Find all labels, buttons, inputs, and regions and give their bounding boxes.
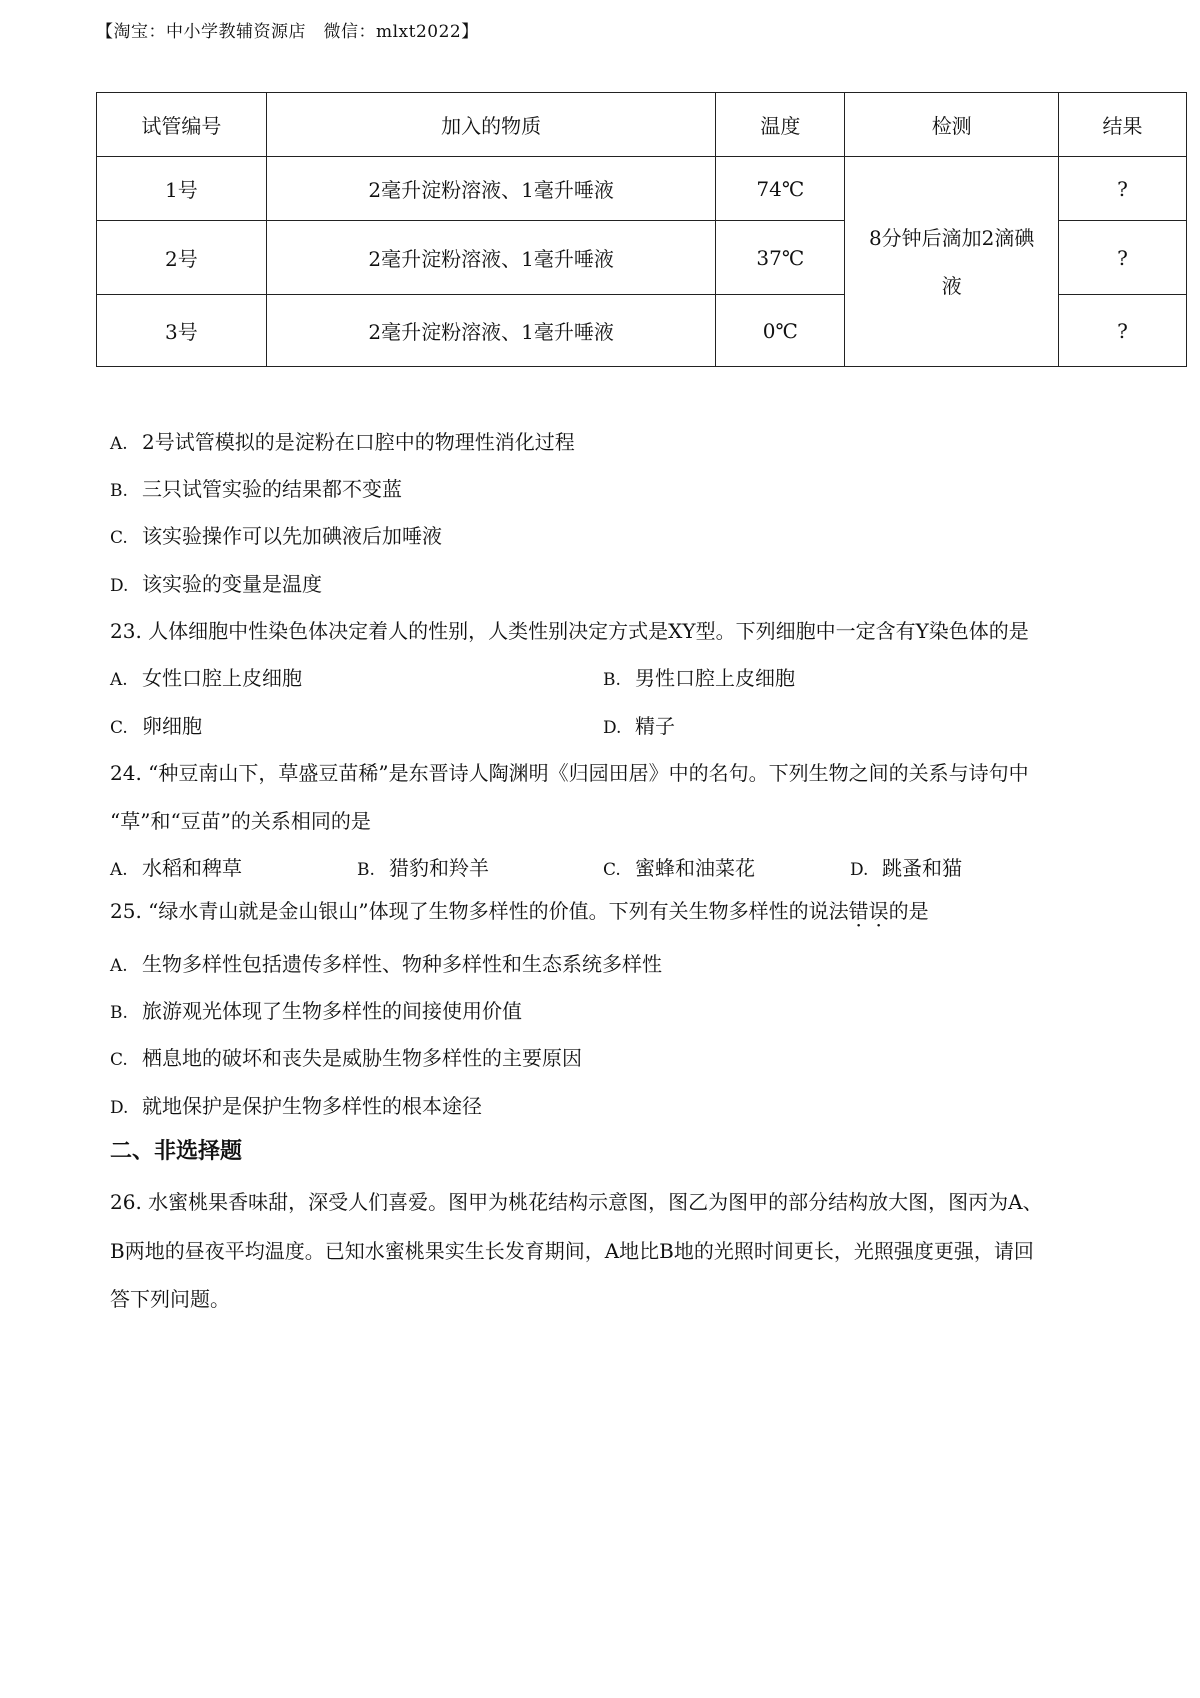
q23-option-c	[110, 710, 202, 739]
option-text: 卵细胞	[142, 714, 202, 738]
q22-option-d	[110, 568, 322, 597]
option-text: 旅游观光体现了生物多样性的间接使用价值	[142, 999, 522, 1023]
option-text: 跳蚤和猫	[882, 856, 962, 880]
option-text: 栖息地的破坏和丧失是威胁生物多样性的主要原因	[142, 1046, 582, 1070]
q23-option-b	[603, 662, 795, 691]
q26-line1: 26. 水蜜桃果香味甜，深受人们喜爱。图甲为桃花结构示意图，图乙为图甲的部分结构放大图，图丙为A、	[110, 1190, 1043, 1214]
option-letter: C.	[110, 1050, 128, 1070]
q25-option-a	[110, 948, 662, 977]
option-text: 精子	[635, 714, 675, 738]
option-letter: D.	[850, 860, 869, 880]
option-letter: B.	[603, 670, 621, 690]
cell-substance: 2毫升淀粉溶液、1毫升唾液	[266, 157, 716, 221]
table-header-row	[97, 93, 1187, 157]
q24-option-b	[357, 852, 489, 881]
q25-stem-before: 25. “绿水青山就是金山银山”体现了生物多样性的价值。下列有关生物多样性的说法	[110, 899, 849, 923]
option-text: 该实验的变量是温度	[142, 572, 322, 596]
option-letter: A.	[110, 956, 128, 976]
cell-result: ?	[1059, 295, 1187, 367]
q25-stem	[110, 895, 929, 924]
cell-detection: 8分钟后滴加2滴碘液	[845, 157, 1059, 367]
option-letter: C.	[110, 528, 128, 548]
section-title: 二、非选择题	[110, 1139, 243, 1164]
experiment-table	[96, 92, 1187, 367]
option-letter: D.	[110, 576, 129, 596]
option-letter: C.	[603, 860, 621, 880]
watermark-header: 【淘宝：中小学教辅资源店 微信：mlxt2022】	[96, 22, 479, 42]
table-row	[97, 157, 1187, 221]
q22-option-b	[110, 473, 402, 502]
cell-substance: 2毫升淀粉溶液、1毫升唾液	[266, 295, 716, 367]
q24-option-d	[850, 852, 962, 881]
option-text: 生物多样性包括遗传多样性、物种多样性和生态系统多样性	[142, 952, 662, 976]
cell-substance: 2毫升淀粉溶液、1毫升唾液	[266, 221, 716, 295]
q24-option-c	[603, 852, 755, 881]
q25-option-d	[110, 1090, 482, 1119]
cell-temperature: 0℃	[716, 295, 845, 367]
option-text: 猎豹和羚羊	[389, 856, 489, 880]
option-letter: A.	[110, 670, 128, 690]
header-tube-id: 试管编号	[97, 93, 267, 157]
option-letter: B.	[110, 481, 128, 501]
q24-stem-line2: “草”和“豆苗”的关系相同的是	[110, 809, 371, 833]
q22-option-c	[110, 520, 442, 549]
option-text: 女性口腔上皮细胞	[142, 666, 302, 690]
option-text: 就地保护是保护生物多样性的根本途径	[142, 1094, 482, 1118]
q25-option-c	[110, 1042, 582, 1071]
option-letter: B.	[357, 860, 375, 880]
header-substance: 加入的物质	[266, 93, 716, 157]
q24-stem-line1: 24. “种豆南山下，草盛豆苗稀”是东晋诗人陶渊明《归园田居》中的名句。下列生物之间的关系与诗句中	[110, 761, 1029, 785]
option-letter: D.	[110, 1098, 129, 1118]
q22-option-a	[110, 426, 575, 455]
option-letter: D.	[603, 718, 622, 738]
q24-option-a	[110, 852, 242, 881]
option-text: 男性口腔上皮细胞	[635, 666, 795, 690]
q23-stem: 23. 人体细胞中性染色体决定着人的性别，人类性别决定方式是XY型。下列细胞中一定含有Y染色体的是	[110, 619, 1029, 643]
q25-stem-after: 的是	[888, 899, 929, 923]
option-letter: C.	[110, 718, 128, 738]
option-text: 水稻和稗草	[142, 856, 242, 880]
q25-emphasis-1: 错	[848, 899, 869, 923]
cell-tube-id: 1号	[97, 157, 267, 221]
header-result: 结果	[1059, 93, 1187, 157]
option-text: 三只试管实验的结果都不变蓝	[142, 477, 402, 501]
option-text: 蜜蜂和油菜花	[635, 856, 755, 880]
cell-tube-id: 2号	[97, 221, 267, 295]
option-text: 2号试管模拟的是淀粉在口腔中的物理性消化过程	[142, 430, 575, 454]
option-letter: A.	[110, 860, 128, 880]
q23-option-a	[110, 662, 302, 691]
option-letter: A.	[110, 434, 128, 454]
q25-option-b	[110, 995, 522, 1024]
cell-temperature: 37℃	[716, 221, 845, 295]
cell-result: ?	[1059, 221, 1187, 295]
q23-option-d	[603, 710, 675, 739]
q25-emphasis-2: 误	[868, 899, 889, 923]
q26-line3: 答下列问题。	[110, 1287, 230, 1311]
option-text: 该实验操作可以先加碘液后加唾液	[142, 524, 442, 548]
q26-line2: B两地的昼夜平均温度。已知水蜜桃果实生长发育期间，A地比B地的光照时间更长，光照强度更强，请回	[110, 1239, 1034, 1263]
cell-result: ?	[1059, 157, 1187, 221]
header-detection: 检测	[845, 93, 1059, 157]
cell-tube-id: 3号	[97, 295, 267, 367]
header-temperature: 温度	[716, 93, 845, 157]
option-letter: B.	[110, 1003, 128, 1023]
cell-temperature: 74℃	[716, 157, 845, 221]
